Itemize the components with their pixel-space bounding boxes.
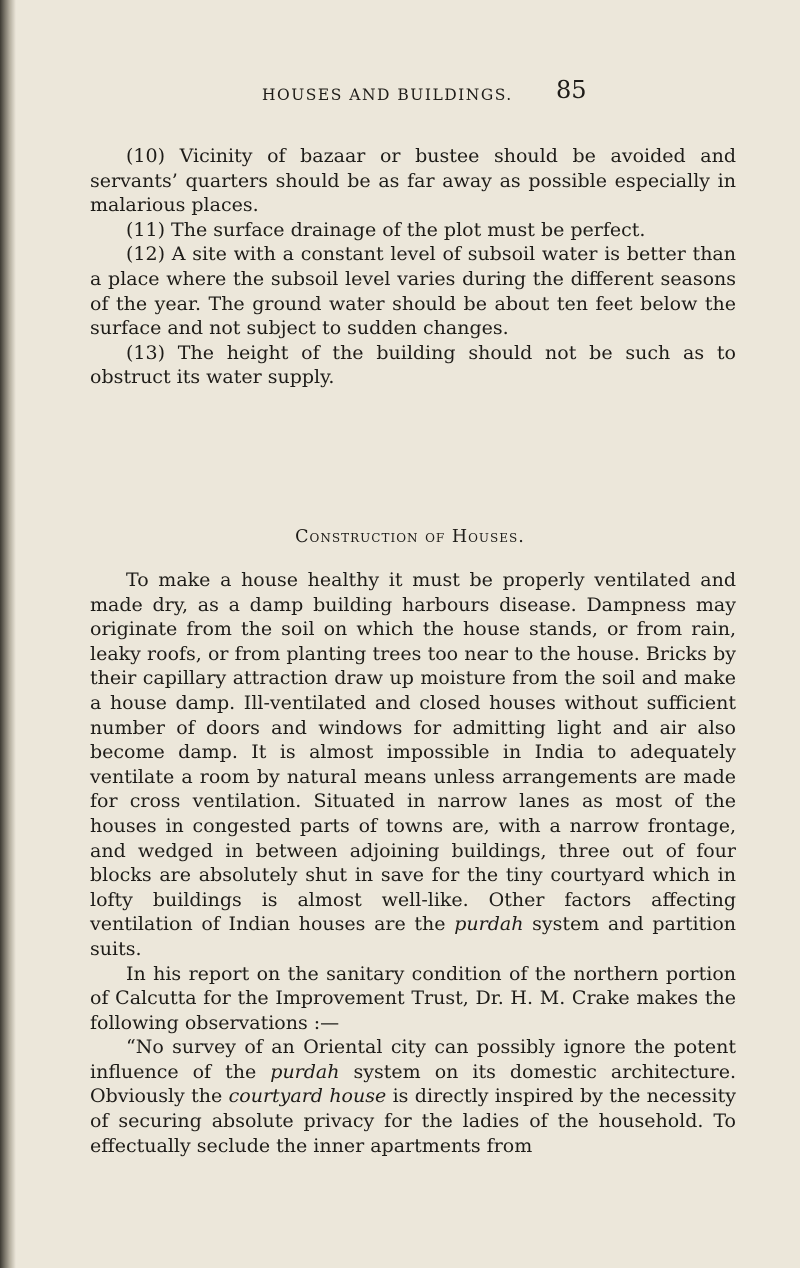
body-paragraph-1: [90, 568, 736, 962]
italic-term: courtyard house: [228, 1085, 387, 1108]
italic-term: purdah: [454, 913, 524, 936]
running-title: HOUSES AND BUILDINGS.: [262, 86, 513, 104]
section-body: [90, 568, 736, 1158]
quotation-paragraph: [90, 1035, 736, 1158]
numbered-list: [90, 144, 736, 390]
body-text: system and partition suits.: [90, 913, 736, 960]
body-text: “No survey of an Oriental city can possibly ignore the potent influence of the: [90, 1036, 736, 1083]
list-item-10: (10) Vicinity of bazaar or bustee should be avoided and servants’ quarters should be as far away as possible especially in malarious places.: [90, 145, 736, 217]
page-number: 85: [556, 76, 587, 104]
section-heading: Construction of Houses.: [295, 527, 525, 547]
italic-term: purdah: [270, 1060, 340, 1083]
body-paragraph-2: In his report on the sanitary condition of the northern portion of Calcutta for the Improvement Trust, Dr. H. M. Crake makes the following observations :—: [90, 962, 736, 1034]
list-item-13: (13) The height of the building should not be such as to obstruct its water supply.: [90, 341, 736, 389]
body-text: system on its domestic architecture. Obviously the: [90, 1060, 737, 1108]
body-text: is directly inspired by the necessity of securing absolute privacy for the ladies of the household. To effectually seclude the inner apartments from: [90, 1085, 736, 1157]
list-item-11: (11) The surface drainage of the plot must be perfect.: [126, 218, 646, 241]
body-text: To make a house healthy it must be properly ventilated and made dry, as a damp building harbours disease. Dampness may originate from the soil on which the house stands, or from rain, leaky roofs, or from planting trees too near to the house. Bricks by their capillary attraction draw up moisture from the soil and make a house damp. Ill-ventilated and closed houses without sufficient number of doors and windows for admitting light and air also become damp. It is almost impossible in India to adequately ventilate a room by natural means unless arrangements are made for cross ventilation. Situated in narrow lanes as most of the houses in congested parts of towns are, with a narrow frontage, and wedged in between adjoining buildings, three out of four blocks are absolutely shut in save for the tiny courtyard which in lofty buildings is almost well-like. Other factors affecting ventilation of Indian houses are the: [90, 569, 736, 936]
list-item-12: (12) A site with a constant level of subsoil water is better than a place where the subsoil level varies during the different seasons of the year. The ground water should be about ten feet below the surface and not subject to sudden changes.: [90, 243, 736, 340]
book-binding-edge: [0, 0, 16, 1268]
